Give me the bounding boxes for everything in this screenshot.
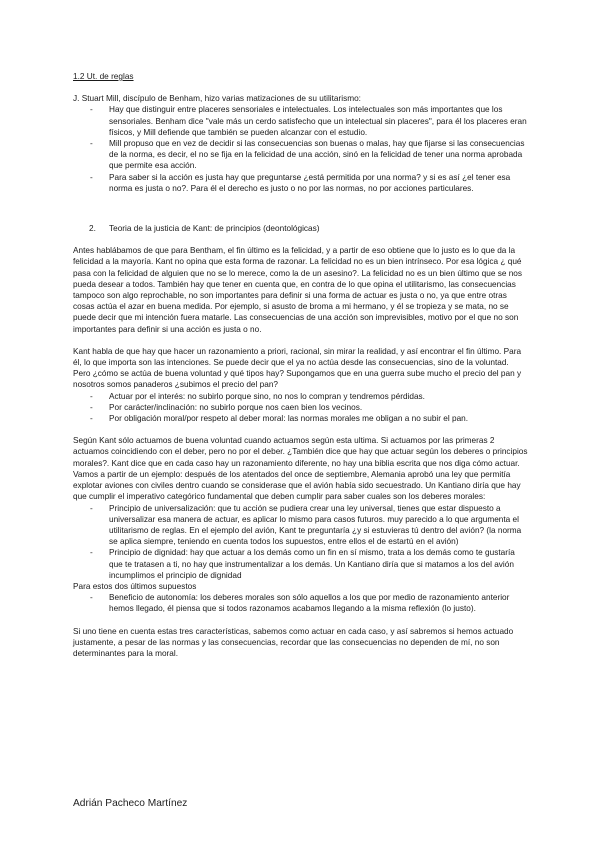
paragraph: Antes hablábamos de que para Bentham, el fin último es la felicidad, y a partir de eso obtiene que lo justo es lo que da la felicidad a la mayoría. Kant no opina que esta forma de razonar. La felicidad no es un bien intrínseco. Por esa lógica ¿ qué pasa con la felicidad de alguien que no se lo merece, como la de un asesino?. La felicidad no es un bien último que se nos pueda desear a todos. También hay que tener en cuenta que, en contra de lo que opina el utilitarismo, las consecuencias tampoco son algo reprochable, no son importantes para definir si una forma de actuar es justa o no, ya que entre otras cosas actúa el azar en buena medida. Por ejemplo, si asusto de broma a mi hermano, y él se tropieza y se mata, no se puede decir que mi intención fuera matarle. Las consecuencias de una acción son imprevisibles, motivo por el que no son importantes para definir si una acción es justa o no. <box>73 246 523 334</box>
list-item: - Mill propuso que en vez de decidir si las consecuencias son buenas o malas, hay que fijarse si las consecuencias de la norma, es decir, el no se fija en la felicidad de una acción, sinó en la felicidad de tener una norma aprobada que permite esa acción. <box>109 138 528 172</box>
list-item: - Actuar por el interés: no subirlo porque sino, no nos lo compran y tendremos pérdidas. <box>109 391 528 402</box>
paragraph: Para estos dos últimos supuestos <box>73 581 197 591</box>
paragraph: Vamos a partir de un ejemplo: después de los atentados del once de septiembre, Alemania aprobó una ley que permitía explotar aviones con civiles dentro cuando se considerase que el avión había sido secuestrado. Un Kantiano diría que hay que cumplir el imperativo categórico fundamental que deben cumplir para saber cuales son los deberes morales: <box>73 469 521 502</box>
mill-list <box>73 104 528 194</box>
paragraph: Según Kant sólo actuamos de buena voluntad cuando actuamos según esta ultima. Si actuamos por las primeras 2 actuamos coincidiendo con el deber, pero no por el deber. ¿También dice que hay que actuar según los deberes o principios morales?. Kant dice que en cada caso hay un razonamiento diferente, no hay una biblia escrita que nos diga cómo actuar. <box>73 436 528 468</box>
document-body <box>73 71 528 659</box>
paragraph-conclusion: Si uno tiene en cuenta estas tres características, sabemos como actuar en cada caso, y así sabremos si hemos actuado justamente, a pesar de las normas y las consecuencias, recordar que las consecuencias no dependen de mí, no son determinantes para la moral. <box>73 626 514 658</box>
list-item: - Por obligación moral/por respeto al deber moral: las normas morales me obligan a no subir el pan. <box>109 413 528 424</box>
bread-price-list <box>73 391 528 425</box>
list-item: - Hay que distinguir entre placeres sensoriales e intelectuales. Los intelectuales son más importantes que los sensoriales. Benham dice "vale más un cerdo satisfecho que un intelectual sin placeres", para él los placeres eran físicos, y Mill defiende que también se pueden alcanzar con el estudio. <box>109 104 528 138</box>
paragraph: Kant habla de que hay que hacer un razonamiento a priori, racional, sin mirar la realidad, y así encontrar el fin último. Para él, lo que importa son las intenciones. Se puede decir que el ya no actúa desde las consecuencias, sino de la voluntad. Pero ¿cómo se actúa de buena voluntad y qué tipos hay? Supongamos que en una guerra sube mucho el precio del pan y nosotros somos panaderos ¿subimos el precio del pan? <box>73 346 522 390</box>
list-item: - Beneficio de autonomía: los deberes morales son sólo aquellos a los que por medio de razonamiento anterior hemos llegado, él piensa que si todos razonamos acabamos llegando a la misma reflexión (lo justo). <box>109 592 528 614</box>
list-item: - Por carácter/inclinación: no subirlo porque nos caen bien los vecinos. <box>109 402 528 413</box>
section-heading-reglas: 1.2 Ut. de reglas <box>73 72 134 81</box>
section-title: Teoria de la justicia de Kant: de principios (deontológicas) <box>109 224 320 234</box>
autonomy-list <box>73 592 528 614</box>
section-number: 2. <box>89 224 96 234</box>
paragraph-intro: J. Stuart Mill, discípulo de Benham, hizo varias matizaciones de su utilitarismo: <box>73 94 361 104</box>
section-heading-kant <box>73 223 528 234</box>
principles-list <box>73 503 528 581</box>
author-name: Adrián Pacheco Martínez <box>73 798 188 809</box>
list-item: - Principio de dignidad: hay que actuar a los demás como un fin en sí mismo, trata a los demás como te gustaría que te tratasen a ti, no hay que instrumentalizar a los demás. Un Kantiano diría que si matamos a los del avión incumplimos el principio de dignidad <box>109 547 528 581</box>
list-item: - Para saber si la acción es justa hay que preguntarse ¿está permitida por una norma? y si es así ¿el tener esa norma es justa o no?. Para él el derecho es justo o no por las normas, no por acciones particulares. <box>109 172 528 194</box>
list-item: - Principio de universalización: que tu acción se pudiera crear una ley universal, tienes que estar dispuesto a universalizar esa manera de actuar, es aplicar lo mismo para casos futuros. muy parecido a lo que argumenta el utilitarismo de reglas. En el ejemplo del avión, Kant te preguntaría ¿y si estuvieras tú dentro del avión? (la norma se aplica siempre, teniendo en cuenta todos los supuestos, entre ellos el de estartú en el avión) <box>109 503 528 548</box>
